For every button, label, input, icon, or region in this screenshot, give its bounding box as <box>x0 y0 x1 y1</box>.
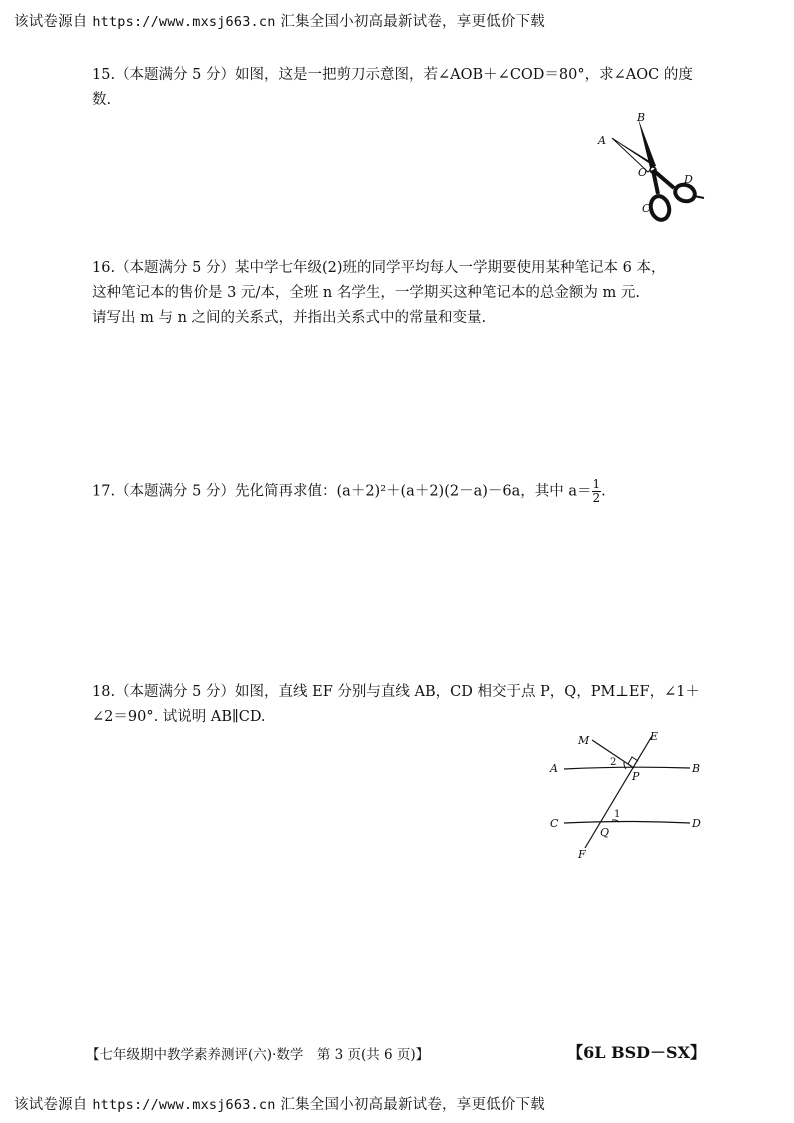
banner-tail: 汇集全国小初高最新试卷，享更低价下载 <box>275 1097 545 1113</box>
question-17-number: 17. <box>92 483 116 500</box>
label-f: F <box>578 848 586 861</box>
label-q: Q <box>600 826 610 839</box>
banner-url[interactable]: https://www.mxsj663.cn <box>92 1097 276 1113</box>
fraction-numerator: 1 <box>592 477 601 491</box>
label-e: E <box>650 730 659 743</box>
question-16-score: （本题满分 5 分） <box>115 260 236 276</box>
label-angle-2: 2 <box>610 757 617 768</box>
question-18-score: （本题满分 5 分） <box>115 684 236 700</box>
scissors-label-o: O <box>638 166 648 179</box>
scissors-label-b: B <box>637 111 646 124</box>
question-17-end: . <box>601 483 606 500</box>
source-banner-top <box>14 10 545 31</box>
question-16 <box>92 256 704 331</box>
banner-lead: 该试卷源自 <box>14 1097 93 1113</box>
question-16-line-1: 某中学七年级(2)班的同学平均每人一学期要使用某种笔记本 6 本， <box>235 260 666 276</box>
scissors-label-c: C <box>642 202 651 215</box>
question-15-score: （本题满分 5 分） <box>115 67 236 83</box>
scissors-handle-c <box>648 194 672 222</box>
question-18 <box>92 680 704 730</box>
banner-tail: 汇集全国小初高最新试卷，享更低价下载 <box>275 14 545 30</box>
footer-title: 【七年级期中教学素养测评(六)·数学 第 3 页(共 6 页)】 <box>86 1047 430 1063</box>
source-banner-bottom <box>14 1093 545 1114</box>
label-d: D <box>692 817 701 830</box>
question-17-score: （本题满分 5 分） <box>115 483 236 500</box>
parallel-lines-figure <box>540 724 720 868</box>
question-18-line-2: ∠2＝90°. 试说明 AB∥CD. <box>92 709 266 725</box>
question-17-fraction <box>592 478 602 505</box>
question-18-line-1: 如图，直线 EF 分别与直线 AB，CD 相交于点 P，Q，PM⊥EF，∠1＋ <box>235 684 700 700</box>
question-17 <box>92 478 704 505</box>
line-ef <box>585 736 652 848</box>
line-ab <box>564 767 690 769</box>
question-16-line-2: 这种笔记本的售价是 3 元/本，全班 n 名学生，一学期买这种笔记本的总金额为 m 元. <box>92 285 640 301</box>
banner-lead: 该试卷源自 <box>14 14 93 30</box>
label-b: B <box>692 762 701 775</box>
question-17-text: 先化简再求值：(a＋2)²＋(a＋2)(2－a)－6a，其中 a＝ <box>235 483 592 500</box>
question-16-line-3: 请写出 m 与 n 之间的关系式，并指出关系式中的常量和变量. <box>92 310 487 326</box>
scissors-label-d: D <box>684 173 693 186</box>
line-cd <box>564 822 690 824</box>
footer-code: 【6L BSD－SX】 <box>567 1043 706 1062</box>
label-c: C <box>550 817 559 830</box>
question-15 <box>92 63 704 113</box>
question-18-number: 18. <box>92 684 116 700</box>
scissors-figure <box>590 108 710 226</box>
question-16-number: 16. <box>92 260 116 276</box>
question-15-number: 15. <box>92 67 116 83</box>
label-a: A <box>550 762 558 775</box>
question-15-text: 如图，这是一把剪刀示意图，若∠AOB＋∠COD＝80°，求∠AOC 的度数. <box>92 67 693 108</box>
page-footer <box>86 1043 706 1063</box>
banner-url[interactable]: https://www.mxsj663.cn <box>92 14 276 30</box>
scissors-label-a: A <box>598 134 606 147</box>
fraction-denominator: 2 <box>592 491 601 505</box>
label-angle-1: 1 <box>614 809 621 820</box>
label-m: M <box>578 734 590 747</box>
label-p: P <box>632 770 640 783</box>
